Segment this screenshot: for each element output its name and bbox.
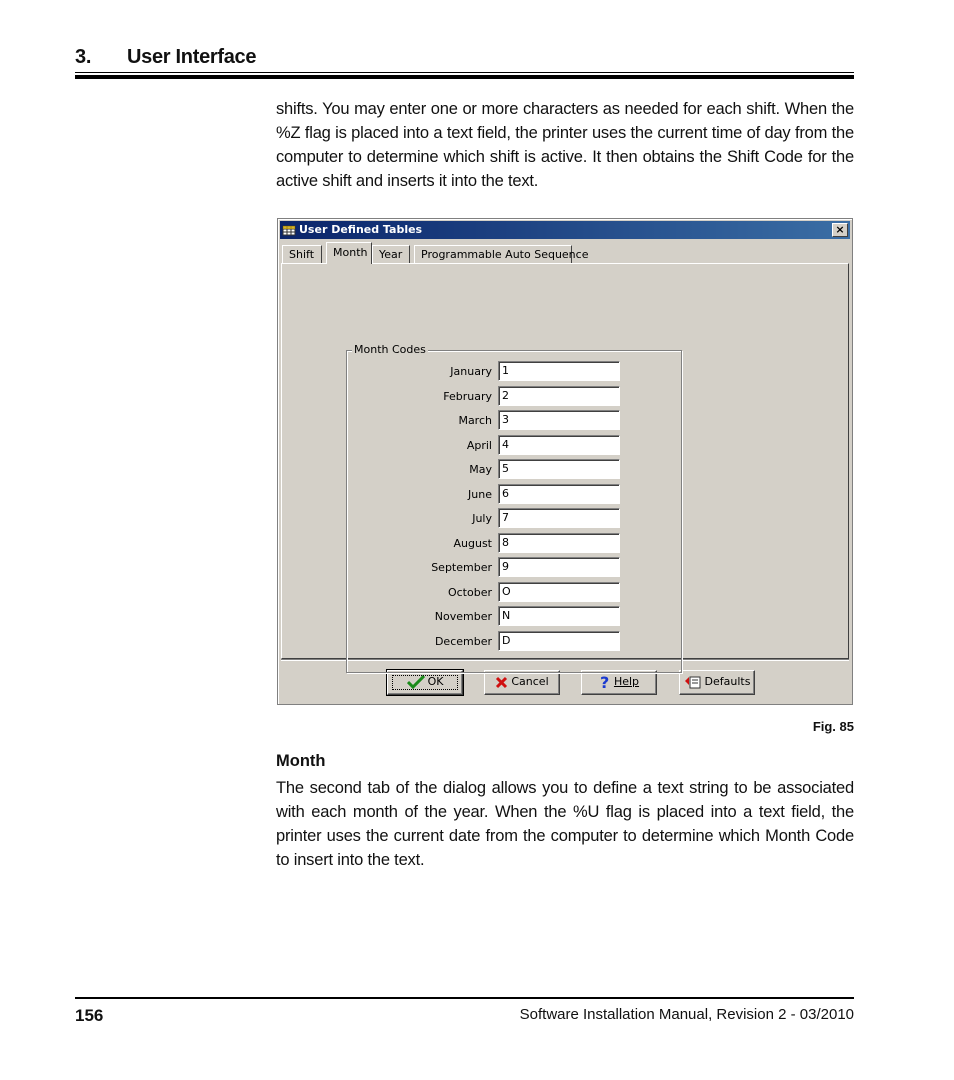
month-codes-label: Month Codes [354, 343, 426, 356]
table-icon [282, 223, 296, 237]
user-defined-tables-dialog [277, 218, 853, 705]
tab-month[interactable]: Month [326, 242, 372, 264]
month-label: September [431, 561, 492, 574]
header-rule-thick [75, 75, 854, 79]
dialog-title: User Defined Tables [299, 223, 423, 236]
month-code-input[interactable]: 1 [498, 361, 620, 381]
month-code-input[interactable]: 3 [498, 410, 620, 430]
section-heading: Month [276, 752, 326, 770]
month-label: January [450, 365, 492, 378]
month-label: April [466, 438, 492, 452]
close-button[interactable] [832, 223, 848, 237]
month-label: June [468, 487, 492, 501]
question-mark-icon [599, 674, 611, 690]
month-code-input[interactable]: 2 [498, 386, 620, 406]
tab-programmable-auto-sequence[interactable]: Programmable Auto Sequence [414, 245, 572, 263]
month-label: March [458, 414, 492, 427]
close-icon: × [835, 223, 845, 236]
month-label: November [434, 610, 492, 623]
defaults-button[interactable]: Defaults [679, 670, 755, 695]
ok-button[interactable]: OK [387, 670, 463, 695]
tab-year[interactable]: Year [372, 245, 410, 263]
month-tab-panel [281, 263, 849, 659]
month-label: May [469, 463, 492, 476]
body-paragraph: The second tab of the dialog allows you to define a text string to be associated with each month of the year. When the %U flag is placed into a text field, the printer uses the current date from the computer to determine which Month Code to insert into the text. [276, 779, 854, 869]
help-button[interactable]: ? Help [581, 670, 657, 695]
figure-caption: Fig. 85 [812, 719, 854, 734]
month-code-input[interactable]: N [498, 606, 620, 626]
section-number: 3. [75, 46, 92, 68]
defaults-icon [684, 675, 702, 689]
tab-shift[interactable]: Shift [282, 245, 322, 263]
month-label: February [443, 389, 492, 403]
month-code-input[interactable]: 5 [498, 459, 620, 479]
svg-text:?: ? [599, 674, 610, 690]
month-code-input[interactable]: 4 [498, 435, 620, 455]
month-code-input[interactable]: 6 [498, 484, 620, 504]
month-code-input[interactable]: 9 [498, 557, 620, 577]
month-label: December [434, 634, 492, 648]
month-code-input[interactable]: O [498, 582, 620, 602]
month-code-input[interactable]: 7 [498, 508, 620, 528]
month-code-input[interactable]: D [498, 631, 620, 651]
month-code-input[interactable]: 8 [498, 533, 620, 553]
page-number: 156 [75, 1006, 104, 1025]
red-x-icon [495, 676, 508, 689]
dialog-titlebar[interactable] [280, 221, 850, 239]
intro-paragraph: shifts. You may enter one or more characters as needed for each shift. When the %Z flag is placed into a text field, the printer uses the current time of day from the computer to determine which shift is active. It then obtains the Shift Code for the active shift and inserts it into the text. [276, 100, 854, 190]
footer-rule [75, 997, 854, 999]
header-rule-thin [75, 72, 854, 73]
month-label: August [453, 536, 492, 550]
month-label: October [447, 585, 492, 599]
manual-title: Software Installation Manual, Revision 2 - 03/2010 [519, 1006, 854, 1023]
cancel-button[interactable]: Cancel [484, 670, 560, 695]
month-label: July [472, 512, 492, 525]
section-title: User Interface [127, 46, 257, 68]
